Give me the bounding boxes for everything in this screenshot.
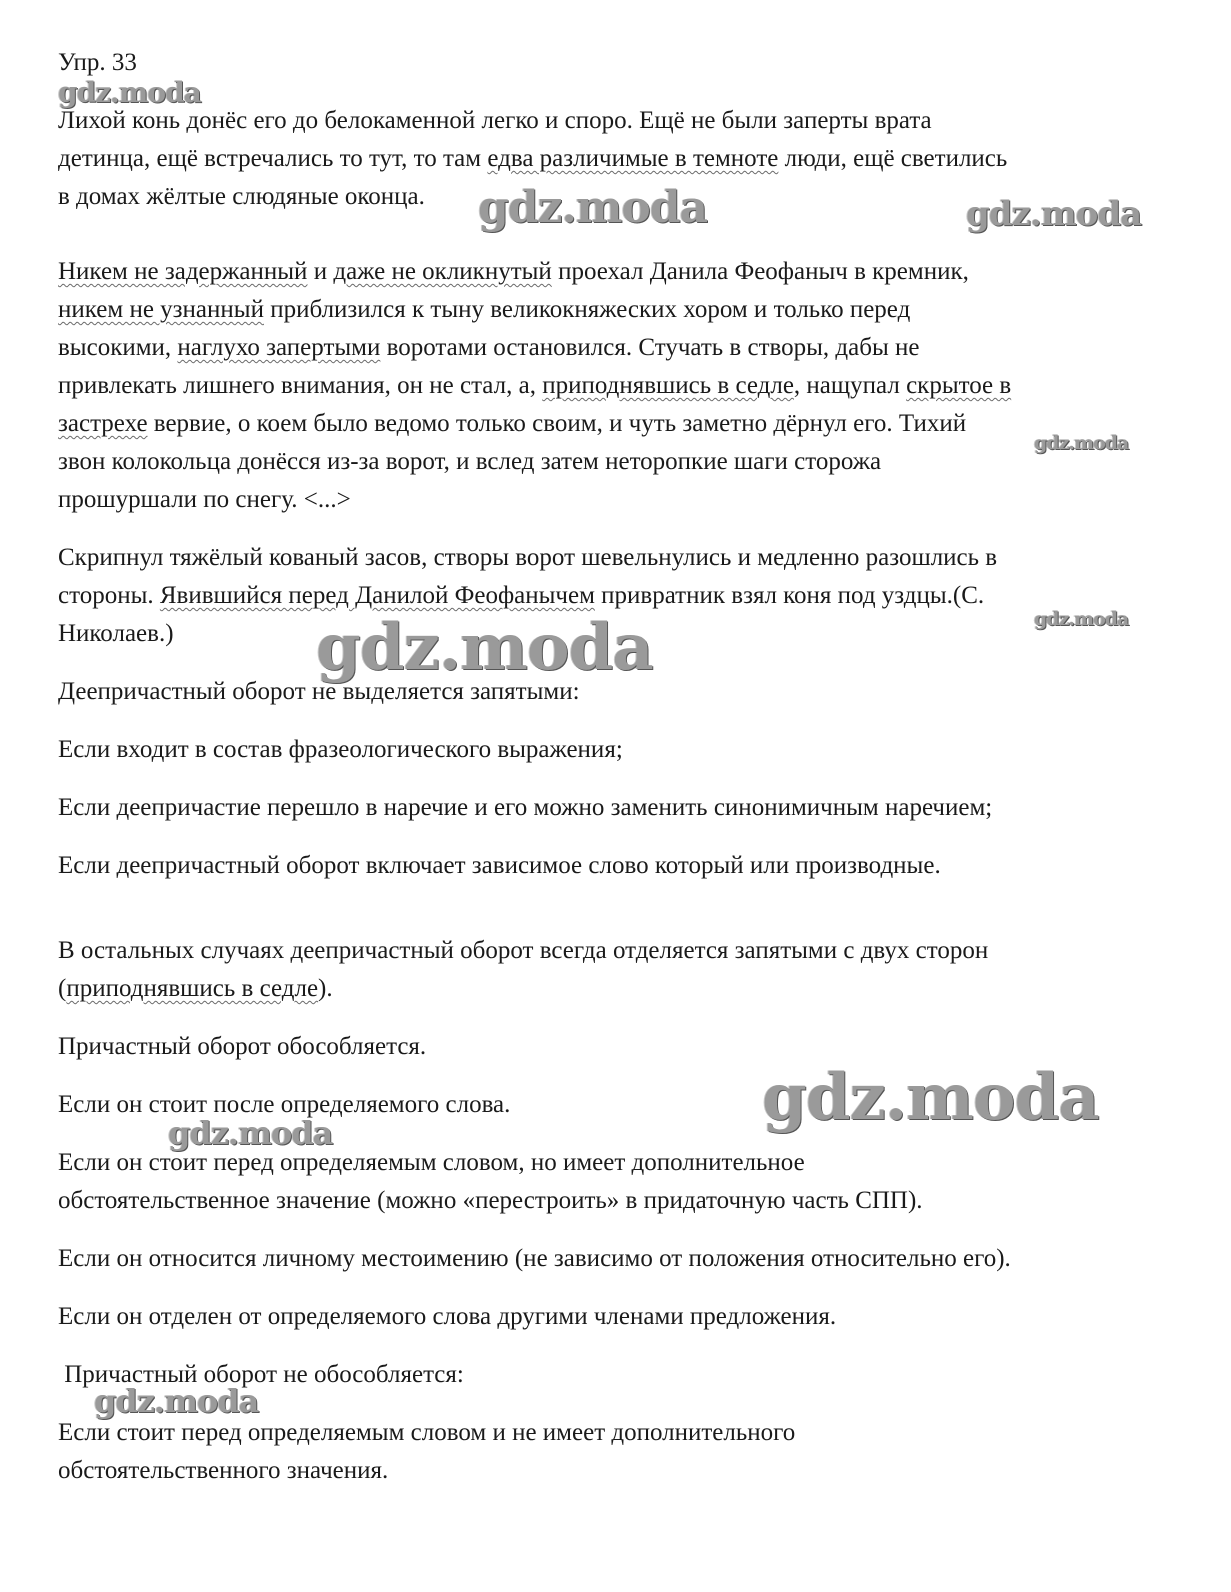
text-line: в домах жёлтые слюдяные оконца. — [58, 183, 425, 210]
underlined-phrase: Явившийся перед Данилой Феофанычем — [159, 582, 595, 609]
rule-item: Если деепричастие перешло в наречие и его можно заменить синонимичным наречием; — [58, 794, 993, 821]
text-line: Никем не задержанный и даже не окликнутый проехал Данила Феофаныч в кремник, — [58, 258, 969, 285]
rule-item: Если входит в состав фразеологического выражения; — [58, 736, 623, 763]
rule-heading: Причастный оборот не обособляется: — [58, 1361, 464, 1388]
watermark-logo: gdz.moda — [1034, 608, 1129, 630]
watermark-logo: gdz.moda — [168, 1114, 333, 1152]
underlined-phrase: скрытое в — [906, 372, 1012, 399]
underlined-phrase: наглухо запертыми — [177, 334, 381, 361]
rule-heading: Причастный оборот обособляется. — [58, 1033, 427, 1060]
text-line: никем не узнанный приблизился к тыну великокняжеских хором и только перед — [58, 296, 911, 323]
watermark-logo: gdz.moda — [94, 1382, 259, 1420]
watermark-logo: gdz.moda — [1034, 432, 1129, 454]
underlined-phrase: едва различимые в темноте — [487, 145, 779, 172]
watermark-logo: gdz.moda — [966, 194, 1142, 234]
rule-item: Если стоит перед определяемым словом и не имеет дополнительного — [58, 1419, 796, 1446]
rule-heading: Деепричастный оборот не выделяется запятыми: — [58, 678, 580, 705]
rule-item: Если он отделен от определяемого слова другими членами предложения. — [58, 1303, 837, 1330]
rule-item: В остальных случаях деепричастный оборот всегда отделяется запятыми с двух сторон — [58, 937, 989, 964]
watermark-logo: gdz.moda — [316, 610, 653, 685]
rule-item: Если он стоит после определяемого слова. — [58, 1091, 511, 1118]
text-line: застрехе вервие, о коем было ведомо только своим, и чуть заметно дёрнул его. Тихий — [58, 410, 967, 437]
text-line: Лихой конь донёс его до белокаменной легко и споро. Ещё не были заперты врата — [58, 107, 932, 134]
underlined-phrase: приподнявшись в седле — [542, 372, 794, 399]
rule-item: Если он относится личному местоимению (не зависимо от положения относительно его). — [58, 1245, 1011, 1272]
underlined-phrase: приподнявшись в седле — [66, 975, 319, 1002]
text-line: высокими, наглухо запертыми воротами остановился. Стучать в створы, дабы не — [58, 334, 920, 361]
exercise-title: Упр. 33 — [58, 49, 137, 76]
underlined-phrase: застрехе — [58, 410, 148, 437]
text-line: звон колокольца донёсся из-за ворот, и вслед затем неторопкие шаги сторожа — [58, 448, 882, 475]
rule-item: (приподнявшись в седле). — [58, 975, 333, 1002]
rule-item: обстоятельственного значения. — [58, 1457, 389, 1484]
text-line: Николаев.) — [58, 620, 174, 647]
text-line: прошуршали по снегу. <...> — [58, 486, 351, 513]
text-line: детинца, ещё встречались то тут, то там едва различимые в темноте люди, ещё светились — [58, 145, 1008, 172]
watermark-logo: gdz.moda — [762, 1060, 1099, 1135]
text-line: привлекать лишнего внимания, он не стал, а, приподнявшись в седле, нащупал скрытое в — [58, 372, 1012, 399]
rule-item: Если он стоит перед определяемым словом, но имеет дополнительное — [58, 1149, 805, 1176]
text-line: стороны. Явившийся перед Данилой Феофанычем привратник взял коня под уздцы.(С. — [58, 582, 985, 609]
underlined-phrase: Никем не задержанный — [58, 258, 308, 285]
underlined-phrase: даже не окликнутый — [333, 258, 552, 285]
rule-item: Если деепричастный оборот включает зависимое слово который или производные. — [58, 852, 941, 879]
watermark-logo: gdz.moda — [478, 182, 708, 233]
watermark-logo: gdz.moda — [58, 76, 201, 109]
text-line: Скрипнул тяжёлый кованый засов, створы ворот шевельнулись и медленно разошлись в — [58, 544, 998, 571]
rule-item: обстоятельственное значение (можно «перестроить» в придаточную часть СПП). — [58, 1187, 923, 1214]
underlined-phrase: никем не узнанный — [58, 296, 264, 323]
